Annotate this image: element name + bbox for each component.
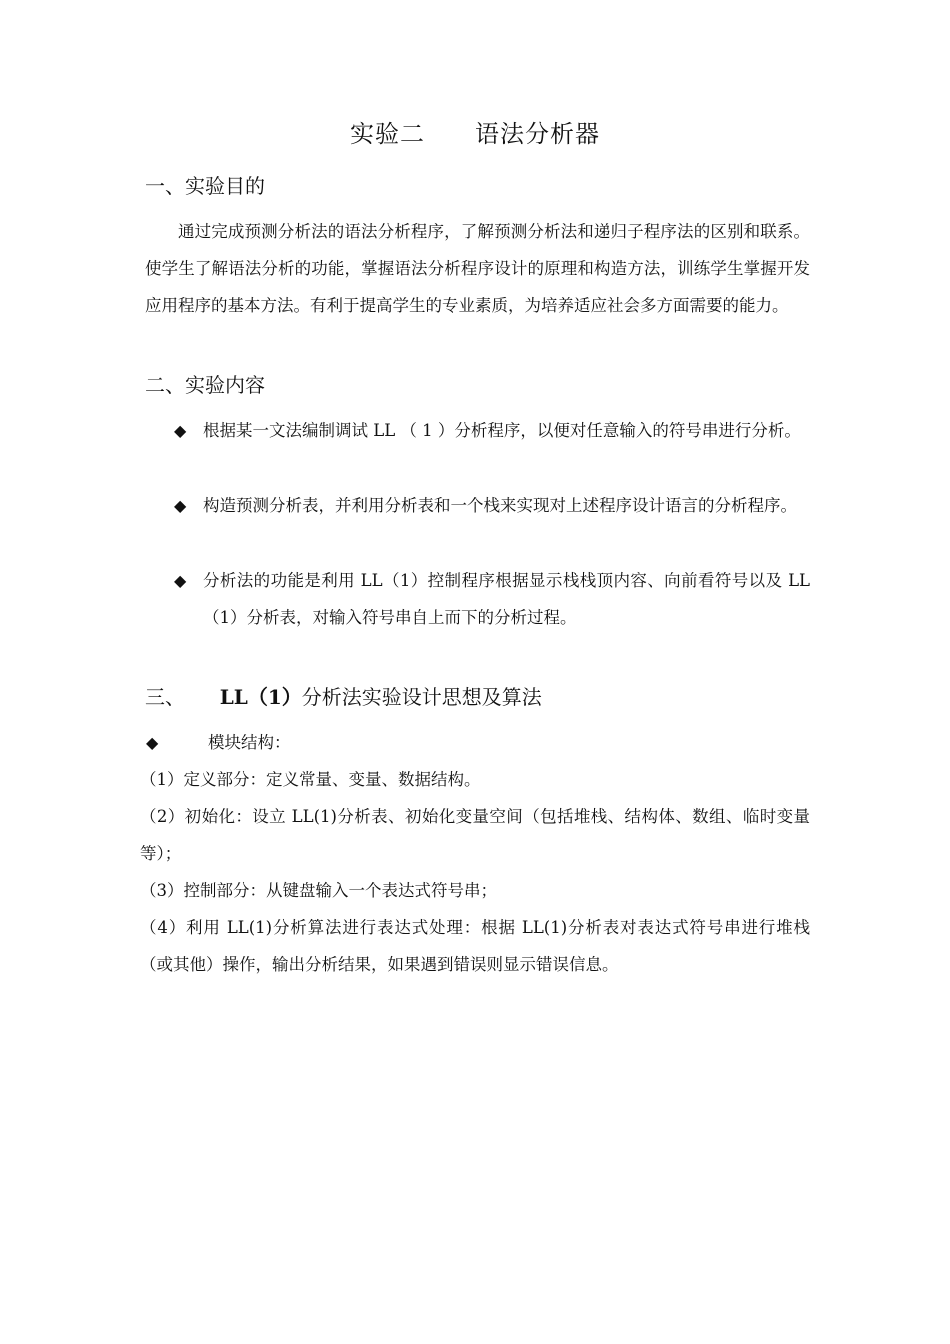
section-3-heading-bold: LL（1） [219, 685, 302, 709]
diamond-bullet-icon: ◆ [174, 421, 187, 440]
section-1-heading: 一、实验目的 [145, 174, 265, 198]
section-3-heading-rest: 分析法实验设计思想及算法 [301, 685, 542, 709]
section-3-heading-prefix: 三、 [145, 685, 185, 709]
section-2-heading: 二、实验内容 [145, 373, 265, 397]
diamond-bullet-icon: ◆ [174, 571, 187, 590]
module-item-1: （1）定义部分：定义常量、变量、数据结构。 [140, 770, 481, 789]
module-item-2: （2）初始化：设立 LL(1)分析表、初始化变量空间（包括堆栈、结构体、数组、临时变量等）； [140, 807, 810, 863]
diamond-bullet-icon: ◆ [174, 496, 187, 515]
module-structure-label: 模块结构： [208, 733, 291, 752]
bullet-text: 构造预测分析表，并利用分析表和一个栈来实现对上述程序设计语言的分析程序。 [203, 496, 797, 515]
section-3-heading [145, 683, 542, 711]
content-bullet-3 [174, 562, 810, 636]
module-item-3: （3）控制部分：从键盘输入一个表达式符号串； [140, 881, 497, 900]
module-item-4: （4）利用 LL(1)分析算法进行表达式处理：根据 LL(1)分析表对表达式符号串进行堆栈（或其他）操作，输出分析结果，如果遇到错误则显示错误信息。 [140, 918, 810, 974]
section-1-paragraph: 通过完成预测分析法的语法分析程序，了解预测分析法和递归子程序法的区别和联系。使学生了解语法分析的功能，掌握语法分析程序设计的原理和构造方法，训练学生掌握开发应用程序的基本方法。有利于提高学生的专业素质，为培养适应社会多方面需要的能力。 [145, 222, 810, 315]
bullet-text: 分析法的功能是利用 LL（1）控制程序根据显示栈栈顶内容、向前看符号以及 LL（1）分析表，对输入符号串自上而下的分析过程。 [203, 571, 810, 627]
diamond-bullet-icon: ◆ [146, 733, 159, 752]
document-title: 实验二 语法分析器 [350, 120, 600, 148]
content-bullet-2 [174, 487, 810, 524]
content-bullet-1 [174, 412, 810, 449]
bullet-text: 根据某一文法编制调试 LL （ 1 ）分析程序，以便对任意输入的符号串进行分析。 [203, 421, 801, 440]
